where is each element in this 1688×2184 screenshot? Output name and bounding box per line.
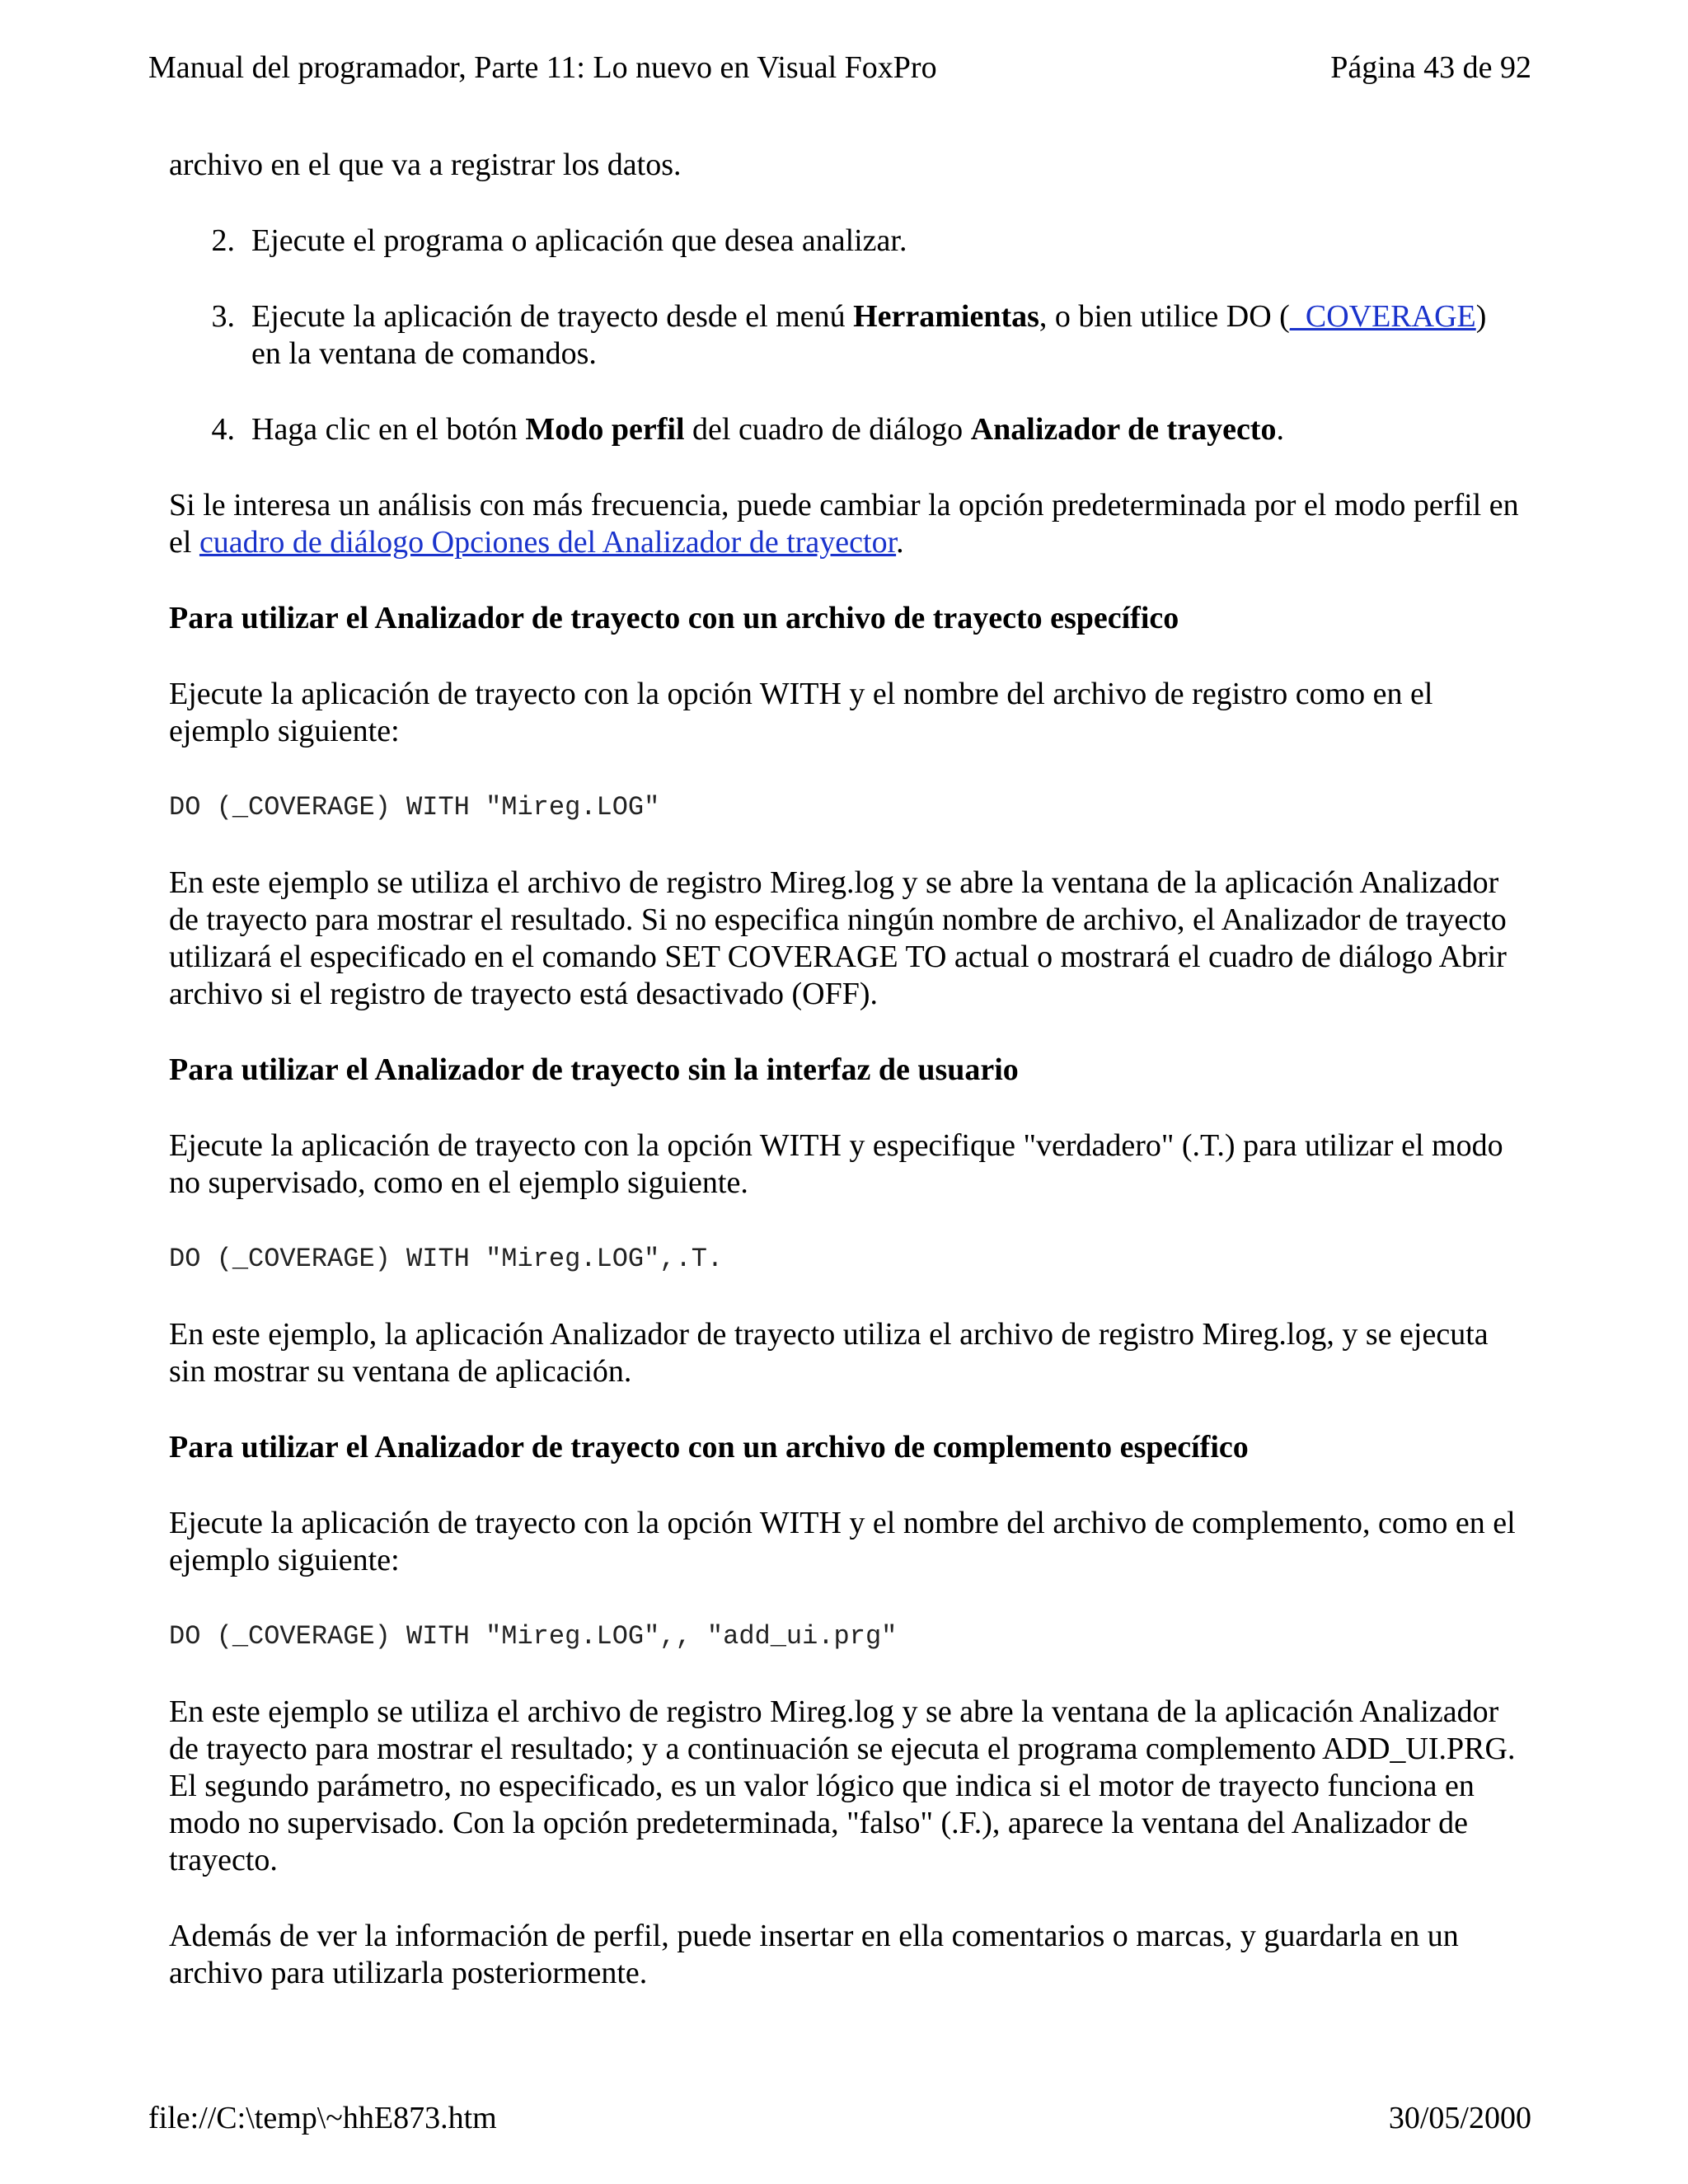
coverage-link[interactable]: _COVERAGE: [1289, 299, 1476, 334]
page-footer: [148, 2100, 1531, 2136]
menu-name-bold: Herramientas: [853, 299, 1039, 334]
step1-continuation: archivo en el que va a registrar los datos.: [169, 148, 682, 182]
step4-note: Si le interesa un análisis con más frecuencia, puede cambiar la opción predeterminada por el modo perfil en el cuadro de diálogo Opciones del Analizador de trayector.: [169, 488, 1519, 560]
paragraph: En este ejemplo se utiliza el archivo de registro Mireg.log y se abre la ventana de la aplicación Analizador de trayecto para mostrar el resultado; y a continuación se ejecuta el programa complemento ADD_UI.PRG. El segundo parámetro, no especificado, es un valor lógico que indica si el motor de trayecto funciona en modo no supervisado. Con la opción predeterminada, "falso" (.F.), aparece la ventana del Analizador de trayecto.: [169, 1694, 1516, 1877]
page-number: Página 43 de 92: [1330, 50, 1531, 85]
list-number: 3.: [211, 299, 235, 334]
section-heading: Para utilizar el Analizador de trayecto sin la interfaz de usuario: [169, 1052, 1019, 1087]
list-item-step-4: [211, 411, 1521, 448]
list-text: Ejecute el programa o aplicación que desea analizar.: [251, 223, 907, 258]
paragraph: Además de ver la información de perfil, puede insertar en ella comentarios o marcas, y guardarla en un archivo para utilizarla posteriormente.: [169, 1919, 1459, 1990]
coverage-options-dialog-link[interactable]: cuadro de diálogo Opciones del Analizador de trayector: [199, 525, 897, 560]
print-date: 30/05/2000: [1388, 2101, 1531, 2135]
dialog-name-bold: Analizador de trayecto: [970, 412, 1277, 447]
list-item-step-3: [211, 298, 1521, 373]
paragraph: Ejecute la aplicación de trayecto con la opción WITH y el nombre del archivo de complemento, como en el ejemplo siguiente:: [169, 1506, 1516, 1577]
list-number: 4.: [211, 412, 235, 447]
paragraph: Ejecute la aplicación de trayecto con la opción WITH y el nombre del archivo de registro como en el ejemplo siguiente:: [169, 677, 1433, 748]
code-sample: DO (_COVERAGE) WITH "Mireg.LOG",, "add_ui.prg": [169, 1621, 898, 1652]
page-header: [148, 49, 1531, 86]
button-name-bold: Modo perfil: [525, 412, 685, 447]
list-text: Haga clic en el botón Modo perfil del cuadro de diálogo Analizador de trayecto.: [251, 412, 1284, 447]
list-item-step-2: [211, 223, 1521, 260]
code-sample: DO (_COVERAGE) WITH "Mireg.LOG",.T.: [169, 1244, 724, 1274]
document-title: Manual del programador, Parte 11: Lo nuevo en Visual FoxPro: [148, 50, 937, 85]
paragraph: Ejecute la aplicación de trayecto con la opción WITH y especifique "verdadero" (.T.) para utilizar el modo no supervisado, como en el ejemplo siguiente.: [169, 1128, 1503, 1200]
page-content: [169, 147, 1521, 2031]
list-number: 2.: [211, 223, 235, 258]
file-path: file://C:\temp\~hhE873.htm: [148, 2101, 497, 2135]
code-sample: DO (_COVERAGE) WITH "Mireg.LOG": [169, 792, 660, 823]
section-heading: Para utilizar el Analizador de trayecto con un archivo de complemento específico: [169, 1430, 1249, 1465]
paragraph: En este ejemplo, la aplicación Analizador de trayecto utiliza el archivo de registro Mireg.log, y se ejecuta sin mostrar su ventana de aplicación.: [169, 1317, 1489, 1389]
section-heading: Para utilizar el Analizador de trayecto con un archivo de trayecto específico: [169, 601, 1179, 635]
list-text: Ejecute la aplicación de trayecto desde el menú Herramientas, o bien utilice DO (_COVERAGE) en la ventana de comandos.: [251, 299, 1487, 371]
paragraph: En este ejemplo se utiliza el archivo de registro Mireg.log y se abre la ventana de la aplicación Analizador de trayecto para mostrar el resultado. Si no especifica ningún nombre de archivo, el Analizador de trayecto utilizará el especificado en el comando SET COVERAGE TO actual o mostrará el cuadro de diálogo Abrir archivo si el registro de trayecto está desactivado (OFF).: [169, 865, 1507, 1011]
